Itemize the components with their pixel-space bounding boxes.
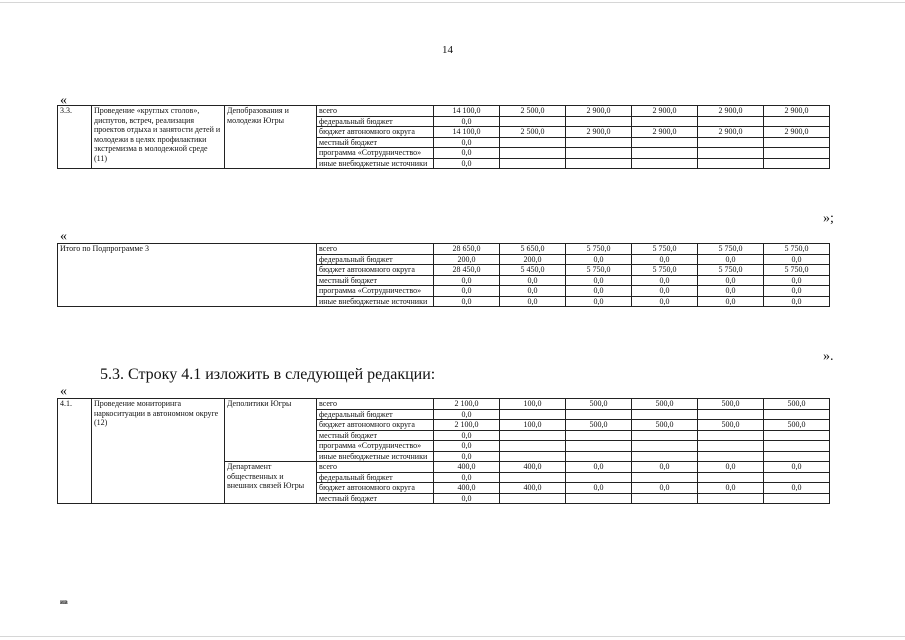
amount-cell: 0,0 xyxy=(566,483,632,494)
executor-cell: Департамент общественных и внешних связей Югры xyxy=(225,462,317,504)
amount-cell xyxy=(500,158,566,169)
amount-cell: 2 900,0 xyxy=(764,106,830,117)
amount-cell xyxy=(764,493,830,504)
amount-cell: 0,0 xyxy=(434,116,500,127)
amount-cell: 0,0 xyxy=(698,275,764,286)
funding-source-cell: программа «Сотрудничество» xyxy=(317,286,434,297)
amount-cell: 5 750,0 xyxy=(698,244,764,255)
funding-source-cell: всего xyxy=(317,244,434,255)
amount-cell: 0,0 xyxy=(632,296,698,307)
amount-cell: 0,0 xyxy=(698,462,764,473)
table-row xyxy=(58,399,830,410)
amount-cell: 0,0 xyxy=(764,296,830,307)
amount-cell: 0,0 xyxy=(764,462,830,473)
amount-cell: 100,0 xyxy=(500,399,566,410)
funding-source-cell: местный бюджет xyxy=(317,137,434,148)
amount-cell xyxy=(764,451,830,462)
amount-cell: 0,0 xyxy=(434,158,500,169)
funding-source-cell: местный бюджет xyxy=(317,430,434,441)
amount-cell: 28 650,0 xyxy=(434,244,500,255)
table-row xyxy=(58,244,830,255)
amount-cell: 5 750,0 xyxy=(566,244,632,255)
amount-cell: 0,0 xyxy=(698,286,764,297)
amount-cell: 200,0 xyxy=(500,254,566,265)
amount-cell: 500,0 xyxy=(632,399,698,410)
amount-cell xyxy=(500,409,566,420)
amount-cell: 0,0 xyxy=(764,254,830,265)
amount-cell: 0,0 xyxy=(566,462,632,473)
amount-cell xyxy=(632,430,698,441)
amount-cell xyxy=(764,137,830,148)
activity-name-cell: Проведение «круглых столов», диспутов, встреч, реализация проектов отдыха и занятости детей и молодежи в целях профилактики экстремизма в молодежной среде (11) xyxy=(92,106,225,169)
section-heading: 5.3. Строку 4.1 изложить в следующей редакции: xyxy=(100,366,436,383)
amount-cell: 28 450,0 xyxy=(434,265,500,276)
amount-cell: 2 900,0 xyxy=(632,106,698,117)
table-row xyxy=(58,106,830,117)
amount-cell xyxy=(632,493,698,504)
amount-cell: 400,0 xyxy=(500,462,566,473)
amount-cell xyxy=(632,451,698,462)
amount-cell: 5 450,0 xyxy=(500,265,566,276)
amount-cell xyxy=(698,472,764,483)
amount-cell xyxy=(500,430,566,441)
amount-cell xyxy=(566,430,632,441)
amount-cell xyxy=(566,148,632,159)
amount-cell: 0,0 xyxy=(434,409,500,420)
amount-cell: 0,0 xyxy=(764,483,830,494)
amount-cell: 0,0 xyxy=(434,451,500,462)
amount-cell: 2 500,0 xyxy=(500,106,566,117)
amount-cell xyxy=(632,472,698,483)
funding-source-cell: всего xyxy=(317,399,434,410)
amount-cell: 0,0 xyxy=(764,286,830,297)
amount-cell: 5 750,0 xyxy=(632,244,698,255)
amount-cell: 400,0 xyxy=(434,483,500,494)
amount-cell: 0,0 xyxy=(698,483,764,494)
amount-cell: 2 500,0 xyxy=(500,127,566,138)
amount-cell: 2 900,0 xyxy=(632,127,698,138)
amount-cell xyxy=(500,148,566,159)
amount-cell: 0,0 xyxy=(500,286,566,297)
amount-cell xyxy=(632,116,698,127)
amount-cell: 0,0 xyxy=(566,275,632,286)
funding-source-cell: федеральный бюджет xyxy=(317,254,434,265)
amount-cell: 0,0 xyxy=(434,430,500,441)
amount-cell: 2 900,0 xyxy=(566,127,632,138)
amount-cell xyxy=(764,116,830,127)
scan-edge-bottom xyxy=(0,636,905,637)
amount-cell: 5 750,0 xyxy=(764,244,830,255)
funding-source-cell: иные внебюджетные источники xyxy=(317,158,434,169)
closing-quote: ». xyxy=(823,349,834,364)
amount-cell xyxy=(698,158,764,169)
amount-cell xyxy=(566,158,632,169)
amount-cell: 2 100,0 xyxy=(434,420,500,431)
amount-cell: 0,0 xyxy=(566,296,632,307)
amount-cell: 0,0 xyxy=(434,493,500,504)
amount-cell: 0,0 xyxy=(434,296,500,307)
funding-source-cell: программа «Сотрудничество» xyxy=(317,148,434,159)
amount-cell xyxy=(698,430,764,441)
amount-cell: 0,0 xyxy=(500,275,566,286)
scan-edge-top xyxy=(0,2,905,3)
amount-cell xyxy=(566,441,632,452)
amount-cell xyxy=(632,137,698,148)
page-number: 14 xyxy=(442,44,453,56)
amount-cell: 14 100,0 xyxy=(434,106,500,117)
amount-cell: 0,0 xyxy=(434,275,500,286)
amount-cell xyxy=(566,116,632,127)
amount-cell: 500,0 xyxy=(566,420,632,431)
amount-cell: 200,0 xyxy=(434,254,500,265)
amount-cell xyxy=(500,441,566,452)
amount-cell xyxy=(566,451,632,462)
funding-source-cell: федеральный бюджет xyxy=(317,409,434,420)
amount-cell xyxy=(698,493,764,504)
amount-cell: 500,0 xyxy=(764,420,830,431)
amount-cell: 500,0 xyxy=(764,399,830,410)
opening-quote: « xyxy=(60,93,67,108)
row-3-3-table xyxy=(57,105,830,169)
amount-cell: 5 750,0 xyxy=(566,265,632,276)
amount-cell xyxy=(566,409,632,420)
amount-cell: 0,0 xyxy=(500,296,566,307)
amount-cell: 0,0 xyxy=(698,254,764,265)
amount-cell: 0,0 xyxy=(434,148,500,159)
amount-cell: 0,0 xyxy=(632,286,698,297)
opening-quote: « xyxy=(60,229,67,244)
amount-cell xyxy=(764,148,830,159)
amount-cell xyxy=(764,441,830,452)
opening-quote: « xyxy=(60,384,67,399)
funding-source-cell: местный бюджет xyxy=(317,493,434,504)
closing-quote: »; xyxy=(823,211,834,226)
funding-source-cell: всего xyxy=(317,462,434,473)
amount-cell xyxy=(698,451,764,462)
amount-cell: 0,0 xyxy=(434,137,500,148)
amount-cell xyxy=(632,409,698,420)
amount-cell: 14 100,0 xyxy=(434,127,500,138)
amount-cell: 0,0 xyxy=(566,286,632,297)
amount-cell: 5 750,0 xyxy=(764,265,830,276)
total-title-cell: Итого по Подпрограмме 3 xyxy=(58,244,317,307)
funding-source-cell: местный бюджет xyxy=(317,275,434,286)
amount-cell xyxy=(566,137,632,148)
amount-cell: 100,0 xyxy=(500,420,566,431)
amount-cell xyxy=(698,409,764,420)
amount-cell: 400,0 xyxy=(500,483,566,494)
funding-source-cell: бюджет автономного округа xyxy=(317,420,434,431)
amount-cell xyxy=(500,451,566,462)
amount-cell xyxy=(764,472,830,483)
funding-source-cell: федеральный бюджет xyxy=(317,472,434,483)
amount-cell: 5 750,0 xyxy=(632,265,698,276)
row-number-cell: 4.1. xyxy=(58,399,92,504)
amount-cell xyxy=(698,441,764,452)
amount-cell xyxy=(632,158,698,169)
amount-cell xyxy=(632,441,698,452)
amount-cell: 0,0 xyxy=(632,483,698,494)
amount-cell: 0,0 xyxy=(764,275,830,286)
funding-source-cell: всего xyxy=(317,106,434,117)
amount-cell: 5 650,0 xyxy=(500,244,566,255)
amount-cell: 2 100,0 xyxy=(434,399,500,410)
executor-cell: Деполитики Югры xyxy=(225,399,317,462)
amount-cell: 500,0 xyxy=(698,399,764,410)
activity-name-cell: Проведение мониторинга наркоситуации в автономном округе (12) xyxy=(92,399,225,504)
row-number-cell: 3.3. xyxy=(58,106,92,169)
amount-cell xyxy=(500,493,566,504)
funding-source-cell: бюджет автономного округа xyxy=(317,483,434,494)
funding-source-cell: иные внебюджетные источники xyxy=(317,296,434,307)
amount-cell: 2 900,0 xyxy=(698,127,764,138)
funding-source-cell: федеральный бюджет xyxy=(317,116,434,127)
subprogram-total-table xyxy=(57,243,830,307)
amount-cell: 2 900,0 xyxy=(764,127,830,138)
amount-cell xyxy=(566,493,632,504)
amount-cell xyxy=(632,148,698,159)
amount-cell: 0,0 xyxy=(632,275,698,286)
amount-cell xyxy=(764,409,830,420)
funding-source-cell: программа «Сотрудничество» xyxy=(317,441,434,452)
amount-cell: 0,0 xyxy=(434,472,500,483)
footer-code: ив xyxy=(60,598,68,606)
funding-source-cell: иные внебюджетные источники xyxy=(317,451,434,462)
amount-cell: 400,0 xyxy=(434,462,500,473)
amount-cell xyxy=(764,158,830,169)
amount-cell: 500,0 xyxy=(566,399,632,410)
amount-cell xyxy=(500,116,566,127)
funding-source-cell: бюджет автономного округа xyxy=(317,265,434,276)
amount-cell xyxy=(698,148,764,159)
amount-cell: 2 900,0 xyxy=(698,106,764,117)
amount-cell xyxy=(698,116,764,127)
amount-cell xyxy=(500,137,566,148)
amount-cell: 0,0 xyxy=(434,441,500,452)
amount-cell: 500,0 xyxy=(698,420,764,431)
amount-cell: 0,0 xyxy=(632,462,698,473)
amount-cell: 0,0 xyxy=(566,254,632,265)
amount-cell: 2 900,0 xyxy=(566,106,632,117)
amount-cell xyxy=(764,430,830,441)
amount-cell xyxy=(500,472,566,483)
amount-cell: 5 750,0 xyxy=(698,265,764,276)
amount-cell: 0,0 xyxy=(434,286,500,297)
amount-cell: 0,0 xyxy=(698,296,764,307)
row-4-1-table xyxy=(57,398,830,504)
funding-source-cell: бюджет автономного округа xyxy=(317,127,434,138)
amount-cell xyxy=(566,472,632,483)
amount-cell: 500,0 xyxy=(632,420,698,431)
executor-cell: Депобразования и молодежи Югры xyxy=(225,106,317,169)
amount-cell xyxy=(698,137,764,148)
amount-cell: 0,0 xyxy=(632,254,698,265)
